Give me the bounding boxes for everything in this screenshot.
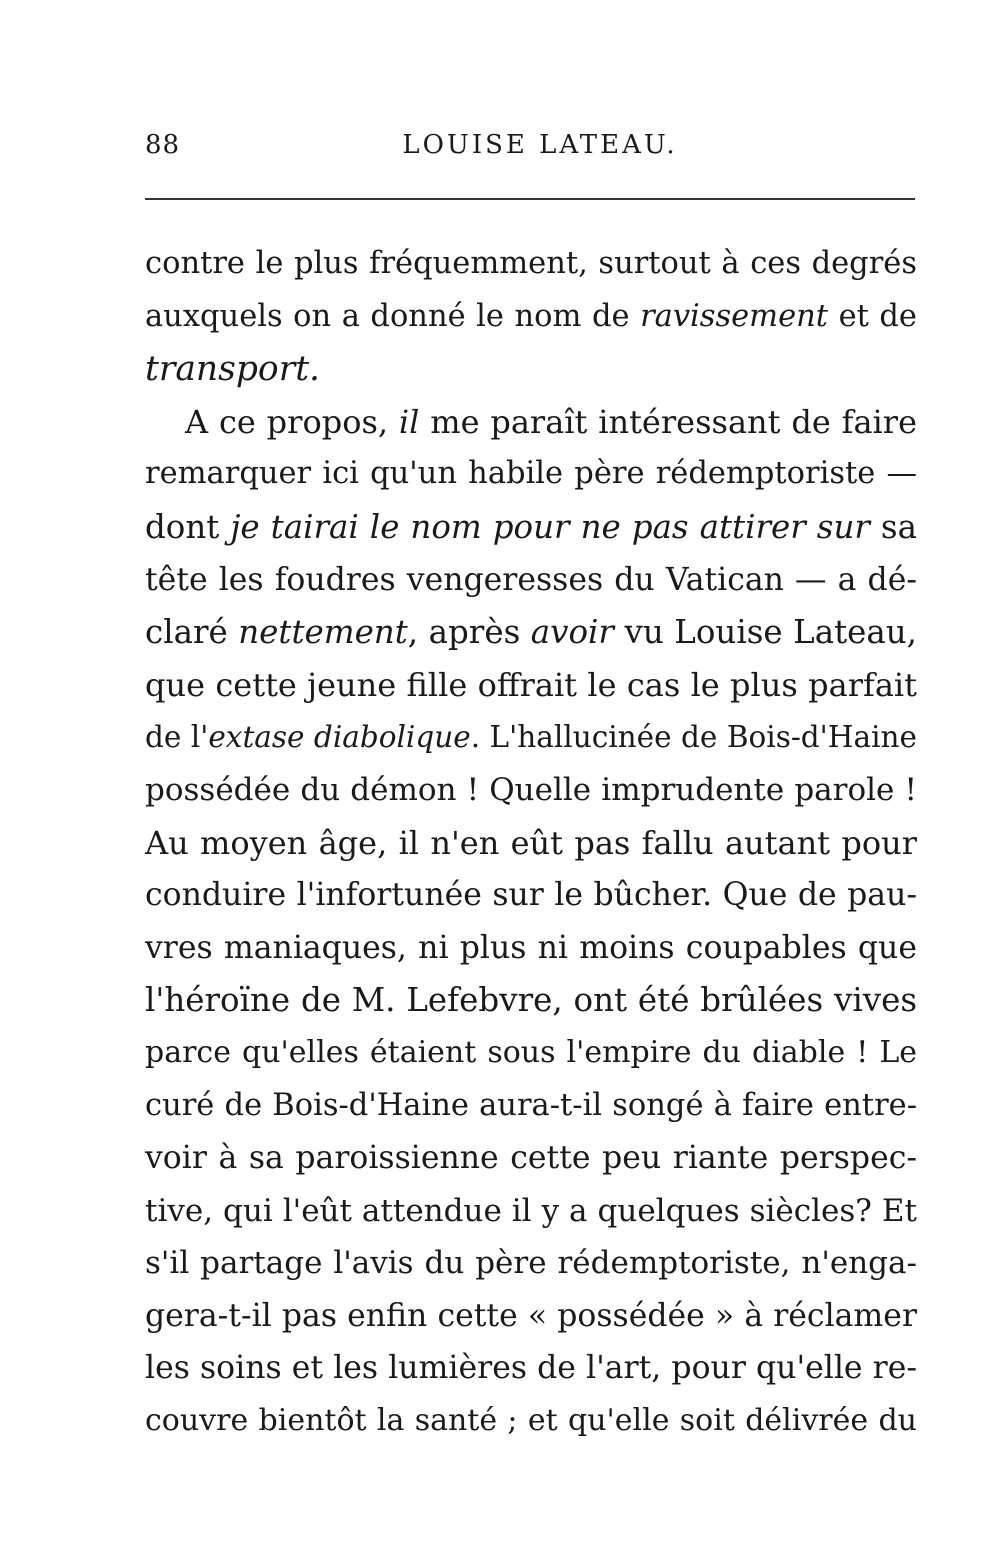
text-line xyxy=(145,238,917,291)
text-segment: couvre bientôt la santé ; et qu'elle soit délivrée du xyxy=(145,1403,917,1439)
text-line xyxy=(145,922,917,975)
text-line xyxy=(145,1290,917,1343)
text-line xyxy=(145,1342,917,1395)
text-segment: s'il partage l'avis du père rédemptoriste, n'enga- xyxy=(145,1245,917,1282)
text-segment: l'héroïne de M. Lefebvre, ont été brûlées vives xyxy=(145,981,917,1020)
text-segment: tive, qui l'eût attendue il y a quelques siècles? Et xyxy=(145,1192,917,1229)
text-line xyxy=(145,974,917,1027)
text-segment: vres maniaques, ni plus ni moins coupables que xyxy=(145,929,917,966)
text-segment: me paraît intéressant de faire xyxy=(419,402,918,441)
text-line xyxy=(145,659,917,712)
italic-text: nettement xyxy=(238,613,408,652)
text-segment: A ce propos, xyxy=(185,402,399,441)
text-segment: auxquels on a donné le nom de xyxy=(145,298,641,334)
text-segment: dont xyxy=(145,507,231,546)
text-line xyxy=(145,606,917,659)
text-line xyxy=(145,869,917,922)
text-segment: . L'hallucinée de Bois-d'Haine xyxy=(470,720,917,755)
text-segment: que cette jeune fille offrait le cas le plus parfait xyxy=(145,665,917,704)
text-line xyxy=(145,448,917,501)
page-number: 88 xyxy=(145,130,181,160)
text-segment: de l' xyxy=(145,720,209,755)
text-line xyxy=(145,1027,917,1080)
text-segment: contre le plus fréquemment, surtout à ces degrés xyxy=(145,246,917,281)
text-line xyxy=(145,711,917,764)
text-segment: tête les foudres vengeresses du Vatican — a dé- xyxy=(145,561,917,598)
text-line xyxy=(145,764,917,817)
italic-text: extase diabolique xyxy=(208,720,471,755)
text-segment: claré xyxy=(145,613,239,652)
text-segment: voir à sa paroissienne cette peu riante perspec- xyxy=(145,1140,917,1177)
text-segment: parce qu'elles étaient sous l'empire du diable ! Le xyxy=(145,1034,917,1070)
italic-text: avoir xyxy=(530,613,614,652)
text-segment: sa xyxy=(869,507,917,546)
running-title: LOUISE LATEAU. xyxy=(402,130,678,160)
text-segment: possédée du démon ! Quelle imprudente parole ! xyxy=(145,771,917,808)
header-rule xyxy=(145,198,915,200)
italic-text: je tairai le nom pour ne pas attirer sur xyxy=(230,507,870,546)
text-line xyxy=(145,1132,917,1185)
text-line xyxy=(145,1395,917,1448)
text-segment: , après xyxy=(407,613,531,652)
text-line xyxy=(145,817,917,870)
text-segment: gera-t-il pas enfin cette « possédée » à réclamer xyxy=(145,1297,917,1334)
text-line xyxy=(145,396,917,449)
text-segment: les soins et les lumières de l'art, pour qu'elle re- xyxy=(145,1350,917,1387)
page-header xyxy=(145,130,915,170)
text-line xyxy=(145,1080,917,1133)
text-segment: conduire l'infortunée sur le bûcher. Que de pau- xyxy=(145,877,917,914)
text-segment: Au moyen âge, il n'en eût pas fallu autant pour xyxy=(145,823,917,862)
text-segment: vu Louise Lateau, xyxy=(613,613,917,652)
italic-text: transport. xyxy=(145,349,321,390)
text-line xyxy=(145,554,917,607)
text-segment: curé de Bois-d'Haine aura-t-il songé à faire entre- xyxy=(145,1087,917,1123)
text-line xyxy=(145,1237,917,1290)
italic-text: il xyxy=(398,402,420,441)
body-text xyxy=(145,238,917,1448)
italic-text: ravissement xyxy=(640,298,829,334)
text-line xyxy=(145,1185,917,1238)
text-segment: et de xyxy=(828,298,917,334)
text-line xyxy=(145,343,917,396)
text-line xyxy=(145,501,917,554)
text-segment: remarquer ici qu'un habile père rédemptoriste — xyxy=(145,456,917,492)
text-line xyxy=(145,291,917,344)
